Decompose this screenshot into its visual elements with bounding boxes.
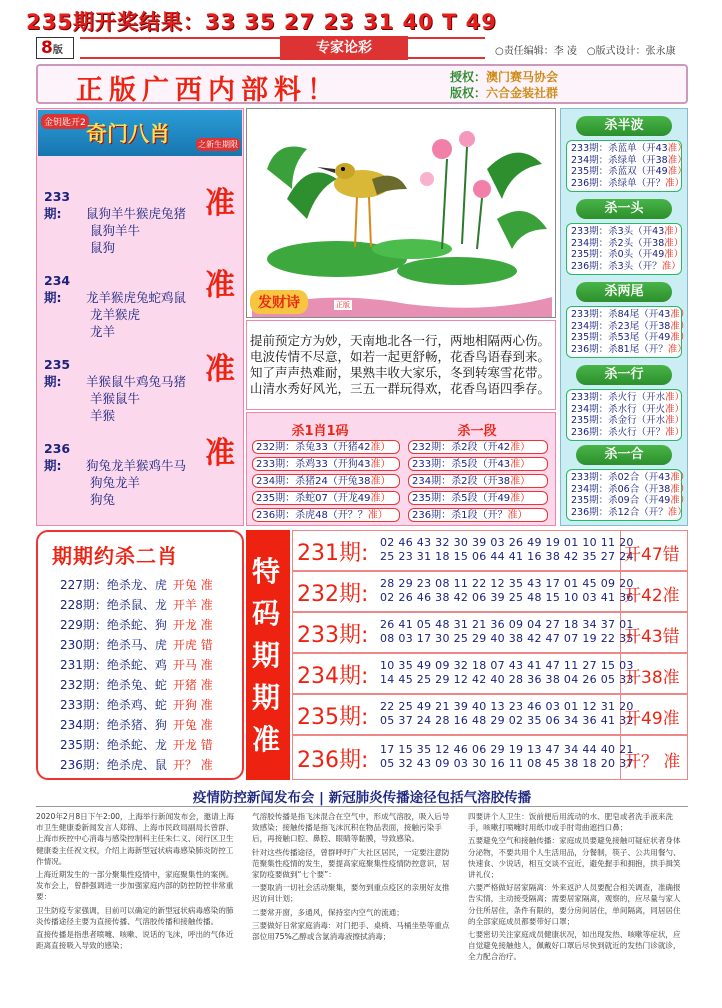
kill-code-row: 232期：杀兔33（开猪42准）	[252, 440, 400, 454]
qimen-item: 234期: 龙羊猴虎兔蛇鸡鼠 龙羊猴虎 龙羊	[44, 273, 187, 339]
kill-segment-row: 236期：杀1段（开？准）	[408, 508, 548, 522]
tema-char: 特	[252, 555, 281, 588]
poem-line: 山清水秀好风光，三五一群玩得欢，花香鸟语四季存。	[250, 381, 551, 396]
kill-code-row: 233期：杀鸡33（开狗43准）	[252, 457, 400, 471]
kill-segment-title: 杀一段	[457, 424, 497, 439]
kill-code-row: 235期：杀蛇07（开龙49准）	[252, 491, 400, 505]
element-list	[566, 389, 685, 441]
kill-two-row: 232期：绝杀兔、蛇 开猪 准	[60, 678, 213, 692]
qimen-title: 奇门八肖	[86, 122, 170, 146]
zhun-mark: 准	[205, 268, 235, 303]
kill-two-row: 234期：绝杀猪、狗 开兔 准	[60, 718, 213, 732]
kill-segment-row: 234期：杀2段（开38准）	[408, 474, 548, 488]
kill-two-row: 233期：绝杀鸡、蛇 开狗 准	[60, 698, 213, 712]
kill-code-title: 杀1肖1码	[291, 424, 349, 439]
head-title: 杀一头	[576, 199, 672, 219]
head-row: 235期：杀0头（开49准）	[571, 249, 684, 260]
bird-lotus-image	[247, 109, 556, 318]
head-row: 233期：杀3头（开43准）	[571, 226, 684, 237]
two-tail-row: 233期：杀84尾（开43准）	[571, 309, 690, 320]
tema-result: 开38准	[624, 668, 680, 688]
combo-title: 杀一合	[576, 445, 672, 465]
tema-char: 期	[252, 681, 281, 714]
head-row: 236期：杀3头（开？准）	[571, 260, 681, 272]
tema-numbers: 22 25 49 21 39 40 13 23 46 03 01 12 31 20 05 37 24 28 16 48 29 02 35 06 34 36 41 32	[380, 700, 634, 727]
qimen-item: 236期: 狗兔龙羊猴鸡牛马 狗兔龙羊 狗兔	[44, 441, 187, 507]
two-tail-row: 234期：杀23尾（开38准）	[571, 320, 690, 332]
tema-numbers: 10 35 49 09 32 18 07 43 41 47 11 27 15 03 14 45 25 29 12 42 40 28 36 38 04 26 05 33	[380, 659, 634, 686]
tema-char: 码	[252, 597, 281, 630]
half-wave-row: 235期：杀蓝双（开49准）	[571, 166, 687, 177]
two-tail-row: 236期：杀81尾（开？准）	[571, 343, 687, 355]
tema-period: 233期:	[297, 623, 369, 648]
poem-badge: 发财诗	[250, 290, 308, 314]
poem-line: 电波传情不尽意，如若一起更舒畅，花香鸟语春到来。	[250, 349, 551, 364]
kill-two-row: 228期：绝杀鼠、龙 开羊 准	[60, 598, 213, 612]
news-title: 疫情防控新闻发布会 | 新冠肺炎传播途径包括气溶胶传播	[192, 790, 532, 806]
poem-line: 知了声声热难耐，果熟丰收大家乐，冬到转寒雪花带。	[250, 365, 551, 380]
page-number: 8版	[36, 37, 74, 59]
poem-badge-sub: 正版	[336, 301, 350, 309]
tema-result: 开？ 准	[624, 752, 681, 772]
zhun-mark: 准	[205, 352, 235, 387]
two-tail-row: 235期：杀53尾（开49准）	[571, 332, 690, 343]
tema-period: 234期:	[297, 664, 369, 689]
qimen-item: 233期: 鼠狗羊牛猴虎兔猪 鼠狗羊牛 鼠狗	[44, 189, 187, 255]
tema-result: 开43错	[624, 627, 680, 647]
half-wave-title: 杀半波	[576, 116, 672, 136]
news-column-2: 气溶胶传播是指飞沫混合在空气中，形成气溶胶，吸入后导致感染；接触传播是指飞沫沉积在物品表面，接触污染手后，再接触口腔、鼻腔、眼睛等黏膜，导致感染。 针对这些传播途径，曾群呼吁广大社区居民，一定要注意防范聚集性疫情的发生，要提高家庭聚集性疫情防控意识，居家防疫要做到“七个要”： 一要取消一切社会活动聚集，要勿到重点疫区的亲朋好友推迟访问计划； 二要常开窗，多通风，保持室内空气的流通； 三要做好日常家庭消毒：对门把手、桌椅、马桶坐垫等重点部位用75%乙醇或含氯消毒液擦拭消毒；	[252, 812, 450, 942]
combo-row: 235期：杀09合（开49准）	[571, 495, 690, 506]
head-row: 234期：杀2头（开38准）	[571, 237, 684, 249]
combo-row: 234期：杀06合（开38准）	[571, 483, 690, 495]
kill-segment-list	[408, 440, 548, 522]
kill-two-title: 期期约杀二肖	[52, 544, 178, 568]
banner-title: 正版广西内部料！	[76, 75, 340, 106]
half-wave-row: 236期：杀绿单（开？准）	[571, 177, 685, 189]
kill-two-row: 227期：绝杀龙、虎 开兔 准	[60, 578, 213, 592]
draw-result-headline: 235期开奖结果：33 35 27 23 31 40 T 49	[26, 10, 497, 34]
half-wave-list	[566, 140, 687, 192]
combo-row: 233期：杀02合（开43准）	[571, 472, 690, 483]
kill-two-row: 231期：绝杀蛇、鸡 开马 准	[60, 658, 213, 672]
qimen-item: 235期: 羊猴鼠牛鸡兔马猪 羊猴鼠牛 羊猴	[44, 357, 187, 423]
kill-two-row: 230期：绝杀马、虎 开虎 错	[60, 638, 213, 652]
combo-list	[566, 469, 690, 521]
tema-numbers: 28 29 23 08 11 22 12 35 43 17 01 45 09 20 02 26 46 38 42 06 39 25 48 15 10 03 41 36	[380, 577, 634, 604]
kill-segment-row: 235期：杀5段（开49准）	[408, 491, 548, 505]
combo-row: 236期：杀12合（开？准）	[571, 506, 687, 518]
section-title: 专家论彩	[280, 36, 408, 60]
kill-segment-row: 232期：杀2段（开42准）	[408, 440, 548, 454]
tema-numbers: 02 46 43 32 30 39 03 26 49 19 01 10 11 20 25 23 31 18 15 06 44 41 16 38 42 35 27 24	[380, 536, 634, 563]
tema-result: 开47错	[624, 545, 680, 565]
element-row: 234期：杀水行（开火准）	[571, 403, 685, 415]
two-tail-list	[566, 306, 690, 358]
qimen-tag-left: 金钥匙开2	[41, 114, 89, 129]
zhun-mark: 准	[205, 186, 235, 221]
head-list	[566, 223, 682, 275]
news-column-3: 四要讲个人卫生：饭前便后用流动的水、肥皂或者洗手液来洗手，咳嗽打喷嚏时用纸巾或手肘弯曲遮挡口鼻； 五要避免空气和接触传播：家庭成员要避免接触可疑症状者身体分泌物，不要共用个人生活用品，分餐制，筷子、公共用餐勺、快速食、少说话，相互交谈不宜近，避免握手和拥抱，拱手揖笑讲礼仪； 六要严格做好居家隔离：外来返沪人员要配合相关调查，准确报告实情，主动接受隔离；需要居家隔离，观察的，应尽量与家人分住所居住，条件有限的，要分房间居住，单间隔离，同居居住的全部家庭成员都要带好口罩； 七要密切关注家庭成员健康状况，如出现发热、咳嗽等症状，应自觉避免接触他人，佩戴好口罩后尽快到就近的发热门诊就诊，全力配合治疗。	[468, 812, 681, 962]
banner-copyright: 版权：六合金装社群	[450, 86, 559, 100]
kill-code-list	[252, 440, 400, 522]
kill-code-row: 234期：杀猪24（开兔38准）	[252, 474, 400, 488]
tema-result: 开49准	[624, 709, 680, 729]
news-divider	[36, 806, 688, 807]
kill-segment-row: 233期：杀5段（开43准）	[408, 457, 548, 471]
half-wave-row: 233期：杀蓝单（开43准）	[571, 143, 687, 154]
news-column-1: 2020年2月8日下午2:00，上海举行新闻发布会，邀请上海市卫生健康委新闻发言人郑锦、上海市民政局副局长曾群、上海市疾控中心消毒与感染控制科主任朱仁义、闵行区卫生健康委主任祝文权，介绍上海新型冠状病毒感染肺炎防控工作情况。 上海近期发生的一部分聚集性疫情中，家庭聚集性的案例。发布会上，曾群强调进一步加强家庭内部的防控防控非常重要： 卫生防疫专家强调，目前可以确定的新型冠状病毒感染的肺炎传播途径主要为直接传播、气溶胶传播和接触传播。 直接传播是指患者喷嚏、咳嗽、说话的飞沫，呼出的气体近距离直接吸入导致的感染；	[36, 812, 234, 951]
tema-period: 231期:	[297, 541, 369, 566]
bird-lotus-illustration	[246, 108, 556, 318]
zhun-mark: 准	[205, 436, 235, 471]
tema-char: 期	[252, 639, 281, 672]
element-row: 233期：杀火行（开水准）	[571, 392, 685, 403]
tema-period: 232期:	[297, 582, 369, 607]
kill-two-row: 229期：绝杀蛇、狗 开龙 准	[60, 618, 213, 632]
qimen-tag-right: 之新生期限	[198, 140, 238, 149]
kill-code-row: 236期：杀虎48（开？？准）	[252, 508, 400, 522]
kill-two-row: 236期：绝杀虎、鼠 开？ 准	[60, 758, 213, 772]
tema-numbers: 17 15 35 12 46 06 29 19 13 47 34 44 40 21 05 32 43 09 03 30 16 11 08 45 38 18 20 37	[380, 743, 634, 770]
element-title: 杀一行	[576, 365, 672, 385]
tema-period: 236期:	[297, 748, 369, 773]
tema-char: 准	[252, 723, 281, 756]
two-tail-title: 杀两尾	[576, 282, 672, 302]
tema-result: 开42准	[624, 586, 680, 606]
tema-period: 235期:	[297, 705, 369, 730]
poem-line: 提前预定方为妙，天南地北各一行，两地相隔两心伤。	[250, 333, 551, 348]
banner-authorization: 授权：澳门赛马协会	[450, 70, 559, 84]
element-row: 236期：杀火行（开？准）	[571, 426, 685, 438]
half-wave-row: 234期：杀绿单（开38准）	[571, 154, 687, 166]
tema-numbers: 26 41 05 48 31 21 36 09 04 27 18 34 37 01 08 03 17 30 25 29 40 38 42 47 07 19 22 35	[380, 618, 634, 645]
credits: ○责任编辑：李 凌 ○版式设计：张永康	[495, 46, 676, 57]
kill-two-row: 235期：绝杀蛇、龙 开龙 错	[60, 738, 213, 752]
element-row: 235期：杀金行（开水准）	[571, 415, 685, 426]
